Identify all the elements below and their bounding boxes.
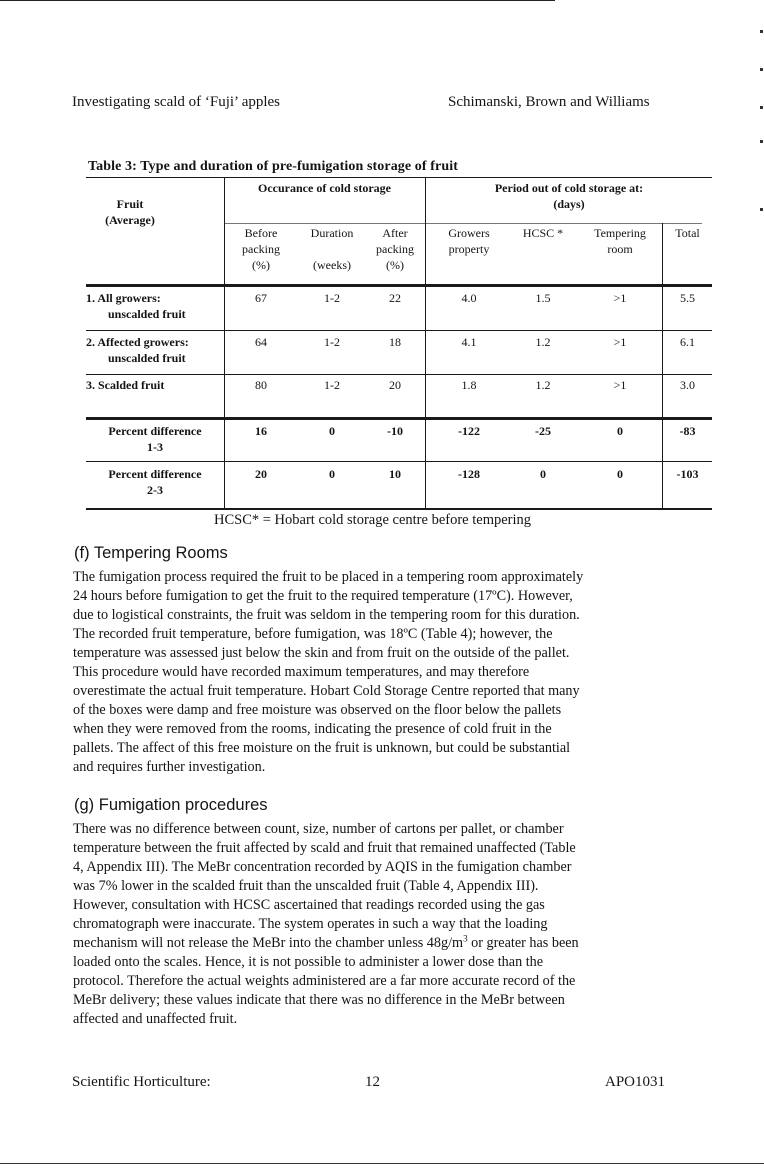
column-rule: [425, 177, 426, 508]
text-line: pallets. The affect of this free moisture on the fruit is unknown, but could be substantial: [73, 740, 571, 756]
cell-before: 67: [255, 291, 267, 305]
cell-growers: 4.1: [461, 335, 477, 349]
table-title: Table 3: Type and duration of pre-fumigation storage of fruit: [88, 159, 458, 174]
section-heading-fumigation: (g) Fumigation procedures: [74, 796, 268, 814]
scan-bottom-rule: [0, 1163, 764, 1164]
cell-duration: 1-2: [324, 335, 340, 349]
col-header-before: (%): [252, 258, 270, 272]
text-line: This procedure would have recorded maximum temperatures, and may therefore: [73, 664, 530, 680]
text-run: or greater has been: [467, 935, 579, 951]
row-label: 2. Affected growers:: [86, 335, 189, 349]
text-line: chromatograph were inaccurate. The system operates in such a way that the loading: [73, 916, 548, 932]
text-line: protocol. Therefore the actual weights administered are a far more accurate record of the: [73, 973, 576, 989]
diff-row-label: Percent difference: [108, 467, 202, 481]
text-line: 24 hours before fumigation to get the fruit to the required temperature (17ºC). However,: [73, 588, 573, 604]
text-line: The fumigation process required the fruit to be placed in a tempering room approximately: [73, 569, 584, 585]
table-top-rule: [86, 177, 712, 178]
text-line: when they were removed from the rooms, indicating the presence of cold fruit in the: [73, 721, 552, 737]
cell-before: 20: [255, 467, 267, 481]
col-header-after: packing: [376, 242, 414, 256]
text-line: temperature was assessed just below the skin and from fruit on the outside of the pallet.: [73, 645, 570, 661]
group-header-period: Period out of cold storage at:: [494, 181, 644, 195]
col-header-after: After: [382, 226, 408, 240]
col-header-fruit: Fruit: [116, 197, 144, 211]
paragraph-fumigation: [73, 820, 677, 1029]
cell-before: 16: [255, 424, 267, 438]
cell-tempering: >1: [613, 291, 627, 305]
table-bottom-rule: [86, 508, 712, 510]
text-line: of the boxes were damp and free moisture was observed on the floor below the pallets: [73, 702, 562, 718]
scan-speck: [760, 140, 763, 143]
text-line: The recorded fruit temperature, before fumigation, was 18ºC (Table 4); however, the: [73, 626, 553, 642]
text-run: mechanism will not release the MeBr into the chamber unless 48g/m: [73, 935, 464, 951]
running-header-authors: Schimanski, Brown and Williams: [448, 94, 650, 110]
cell-hcsc: 1.2: [535, 378, 551, 392]
row-label: 3. Scalded fruit: [86, 378, 165, 392]
column-rule: [224, 177, 225, 508]
superscript: 3: [463, 933, 468, 944]
cell-hcsc: 0: [540, 467, 546, 481]
page-number: 12: [365, 1074, 380, 1090]
header-dashed-rule: [224, 223, 702, 224]
cell-growers: -122: [458, 424, 480, 438]
diff-row-label: Percent difference: [108, 424, 202, 438]
cell-duration: 1-2: [324, 291, 340, 305]
col-header-before: packing: [242, 242, 280, 256]
cell-duration: 1-2: [324, 378, 340, 392]
text-line: was 7% lower in the scalded fruit than the unscalded fruit (Table 4, Appendix III).: [73, 878, 539, 894]
cell-hcsc: -25: [535, 424, 551, 438]
col-header-total: Total: [675, 226, 700, 240]
text-line: [73, 934, 677, 953]
cell-growers: 1.8: [461, 378, 477, 392]
header-bottom-rule: [86, 284, 712, 287]
cell-total: -83: [679, 424, 696, 438]
cell-hcsc: 1.5: [535, 291, 551, 305]
col-header-after: (%): [386, 258, 404, 272]
scan-speck: [760, 106, 763, 109]
col-header-fruit-sub: (Average): [105, 213, 155, 227]
cell-before: 80: [255, 378, 267, 392]
section-heading-tempering: (f) Tempering Rooms: [74, 544, 228, 562]
col-header-before: Before: [244, 226, 278, 240]
cell-after: 18: [389, 335, 401, 349]
cell-duration: 0: [329, 424, 335, 438]
col-header-duration: (weeks): [313, 258, 351, 272]
cell-after: -10: [387, 424, 403, 438]
scan-speck: [760, 208, 763, 211]
cell-after: 10: [389, 467, 401, 481]
cell-before: 64: [255, 335, 267, 349]
cell-tempering: 0: [617, 467, 623, 481]
text-line: affected and unaffected fruit.: [73, 1011, 238, 1027]
cell-after: 20: [389, 378, 401, 392]
scan-speck: [760, 68, 763, 71]
text-line: and requires further investigation.: [73, 759, 266, 775]
table-footnote: HCSC* = Hobart cold storage centre before tempering: [214, 512, 532, 528]
row-rule: [86, 330, 712, 331]
text-line: due to logistical constraints, the fruit was seldom in the tempering room for this duration.: [73, 607, 580, 623]
footer-code: APO1031: [605, 1074, 666, 1090]
cell-after: 22: [389, 291, 401, 305]
text-line: loaded onto the scales. Hence, it is not possible to administer a lower dose than the: [73, 954, 544, 970]
row-rule: [86, 374, 712, 375]
col-header-hcsc: HCSC *: [522, 226, 564, 240]
scan-top-rule: [0, 0, 555, 1]
data-table: [86, 177, 712, 513]
footer-journal: Scientific Horticulture:: [72, 1074, 211, 1090]
running-header-title: Investigating scald of ‘Fuji’ apples: [72, 94, 281, 110]
paragraph-tempering: [73, 568, 677, 777]
group-header-period-unit: (days): [553, 197, 585, 211]
col-header-growers: property: [448, 242, 490, 256]
text-line: There was no difference between count, size, number of cartons per pallet, or chamber: [73, 821, 564, 837]
cell-growers: -128: [458, 467, 480, 481]
cell-total: 3.0: [680, 378, 695, 392]
row-rule: [86, 461, 712, 462]
group-header-cold-storage: Occurance of cold storage: [258, 181, 391, 195]
cell-total: 6.1: [680, 335, 695, 349]
col-header-duration: Duration: [310, 226, 354, 240]
diff-row-label: 2-3: [147, 483, 163, 497]
cell-tempering: 0: [617, 424, 623, 438]
text-line: overestimate the actual fruit temperature. Hobart Cold Storage Centre reported that many: [73, 683, 580, 699]
cell-tempering: >1: [613, 335, 627, 349]
text-line: 4, Appendix III). The MeBr concentration recorded by AQIS in the fumigation chamber: [73, 859, 572, 875]
diff-row-label: 1-3: [147, 440, 163, 454]
row-label: unscalded fruit: [108, 351, 186, 365]
cell-total: 5.5: [680, 291, 695, 305]
row-label: 1. All growers:: [86, 291, 161, 305]
col-header-tempering: room: [607, 242, 633, 256]
double-rule: [86, 417, 712, 420]
col-header-tempering: Tempering: [594, 226, 646, 240]
col-header-growers: Growers: [448, 226, 490, 240]
cell-tempering: >1: [613, 378, 627, 392]
cell-total: -103: [676, 467, 699, 481]
cell-hcsc: 1.2: [535, 335, 551, 349]
row-label: unscalded fruit: [108, 307, 186, 321]
cell-growers: 4.0: [461, 291, 477, 305]
cell-duration: 0: [329, 467, 335, 481]
scan-speck: [760, 30, 763, 33]
text-line: temperature between the fruit affected by scald and fruit that remained unaffected (Table: [73, 840, 576, 856]
text-line: MeBr delivery; these values indicate that there was no difference in the MeBr between: [73, 992, 565, 1008]
text-line: However, consultation with HCSC ascertained that readings recorded using the gas: [73, 897, 545, 913]
